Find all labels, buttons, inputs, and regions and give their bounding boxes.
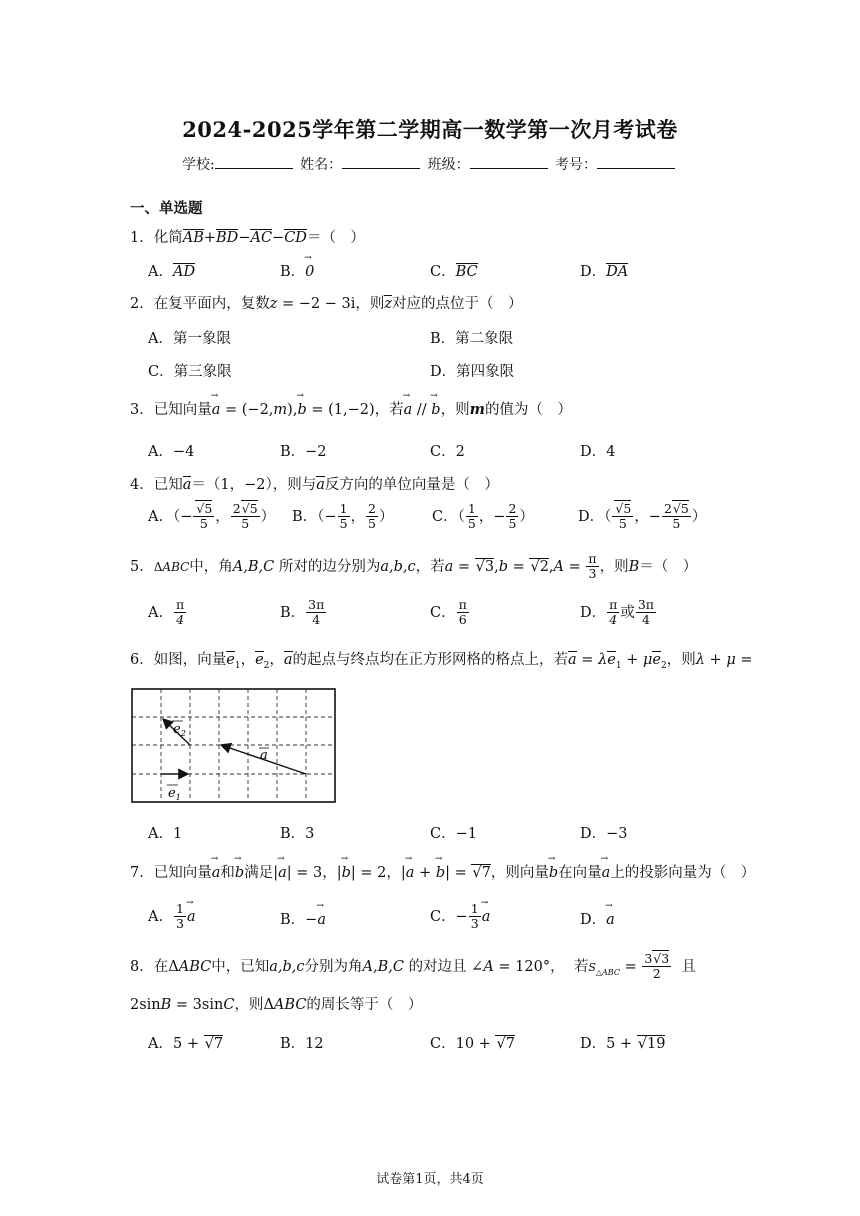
q4-option-a[interactable]: A．（− √ $\frac{5}{5}$ ， $\frac{2√ 5}{5}$ ） bbox=[148, 502, 275, 532]
q2-option-a[interactable]: A．第一象限 bbox=[148, 331, 231, 347]
q6-option-d[interactable]: D．−3 bbox=[580, 826, 628, 842]
question-1: 1．化简AB+BD−AC−CD＝（ ） bbox=[130, 230, 365, 246]
student-info-line bbox=[0, 154, 860, 174]
question-5: 5．ΔABC中，角A,B,C 所对的边分别为a,b,c，若a = √ 3,b = √ 2,A = $\frac{\pi}{3}$ ，则B＝（ ） bbox=[130, 552, 697, 582]
q7-option-d[interactable]: D．→ a bbox=[580, 908, 615, 929]
id-field[interactable] bbox=[597, 156, 675, 169]
q2-option-b[interactable]: B．第二象限 bbox=[430, 331, 514, 347]
question-4: 4．已知a＝（1，−2），则与a反方向的单位向量是（ ） bbox=[130, 477, 499, 493]
q5-option-c[interactable]: C． $\frac{\pi}{6}$ bbox=[430, 597, 467, 628]
question-8: 8．在ΔABC中，已知a,b,c分别为角A,B,C 的对边且 ∠A = 120°， 若$S_{\triangle ABC}$ = $\frac{3√ 3}{2}$ 且 bbox=[130, 952, 696, 982]
q4-option-d[interactable]: D．（ √ $\frac{5}{5}$ ，− $\frac{2√ 5}{5}$ ） bbox=[578, 502, 706, 532]
class-label: 班级： bbox=[427, 157, 470, 173]
q3-option-b[interactable]: B．−2 bbox=[280, 444, 327, 460]
q8-option-a[interactable]: A．5 + √ 7 bbox=[148, 1032, 223, 1053]
grid-figure bbox=[130, 687, 338, 805]
question-2: 2．在复平面内，复数z = −2 − 3i，则z对应的点位于（ ） bbox=[130, 296, 523, 312]
q6-option-b[interactable]: B．3 bbox=[280, 826, 315, 842]
grid-border bbox=[132, 689, 335, 802]
q2-option-d[interactable]: D．第四象限 bbox=[430, 364, 515, 380]
q6-option-a[interactable]: A．1 bbox=[148, 826, 183, 842]
q2-option-c[interactable]: C．第三象限 bbox=[148, 364, 232, 380]
q1-option-d[interactable]: D．DA bbox=[580, 264, 629, 280]
q7-option-c[interactable]: C．− $\frac{1}{3}$ → a bbox=[430, 902, 490, 932]
q5-option-b[interactable]: B． $\frac{3\pi}{4}$ bbox=[280, 597, 325, 628]
grid-lines bbox=[132, 689, 335, 802]
q4-option-c[interactable]: C．（ $\frac{1}{5}$ ，− $\frac{2}{5}$ ） bbox=[432, 501, 534, 532]
question-6: 6．如图，向量$e_1$，$e_2$，a的起点与终点均在正方形网格的格点上，若$a = \lambda e_1 + \mu e_2$，则λ + μ = bbox=[130, 652, 753, 671]
name-field[interactable] bbox=[342, 156, 420, 169]
question-7: 7．已知向量→ a和→ b满足|→ a| = 3，|→ b| = 2，|→ a + → b| = √ 7，则向量→ b在向量→ a上的投影向量为（ ） bbox=[130, 861, 755, 882]
name-label: 姓名： bbox=[300, 157, 343, 173]
q3-option-d[interactable]: D．4 bbox=[580, 444, 616, 460]
q3-option-a[interactable]: A．−4 bbox=[148, 444, 195, 460]
q5-option-a[interactable]: A． $\frac{\pi}{4}$ bbox=[148, 597, 185, 628]
question-8-line-2: 2sinB = 3sinC，则ΔABC的周长等于（ ） bbox=[130, 997, 423, 1013]
page-title: 2024-2025学年第二学期高一数学第一次月考试卷 bbox=[182, 117, 678, 142]
question-3: 3．已知向量→ a = (−2,m),→ b = (1,−2)，若→ a // → b，则m的值为（ ） bbox=[130, 398, 572, 419]
q6-option-c[interactable]: C．−1 bbox=[430, 826, 477, 842]
q8-option-c[interactable]: C．10 + √ 7 bbox=[430, 1032, 515, 1053]
q8-option-b[interactable]: B．12 bbox=[280, 1036, 324, 1052]
page-footer: 试卷第1页，共4页 bbox=[376, 1172, 484, 1187]
section-title: 一、单选题 bbox=[130, 200, 203, 217]
school-label: 学校: bbox=[181, 157, 215, 173]
q7-option-b[interactable]: B．−→ a bbox=[280, 908, 326, 929]
q1-option-b[interactable]: B．→ 0 bbox=[280, 260, 314, 281]
q8-option-d[interactable]: D．5 + √ 19 bbox=[580, 1032, 665, 1053]
label-e2: $e_2$ bbox=[173, 722, 186, 738]
id-label: 考号： bbox=[555, 157, 598, 173]
q1-option-c[interactable]: C．BC bbox=[430, 264, 478, 280]
q3-option-c[interactable]: C．2 bbox=[430, 444, 465, 460]
class-field[interactable] bbox=[470, 156, 548, 169]
q4-option-b[interactable]: B．（− $\frac{1}{5}$ ， $\frac{2}{5}$ ） bbox=[292, 501, 394, 532]
label-e1: $e_1$ bbox=[168, 786, 181, 802]
q7-option-a[interactable]: A． $\frac{1}{3}$ → a bbox=[148, 902, 196, 932]
q1-option-a[interactable]: A．AD bbox=[148, 264, 196, 280]
label-a: a bbox=[260, 748, 268, 763]
q5-option-d[interactable]: D． $\frac{\pi}{4}$ 或 $\frac{3\pi}{4}$ bbox=[580, 597, 655, 628]
school-field[interactable] bbox=[215, 156, 293, 169]
